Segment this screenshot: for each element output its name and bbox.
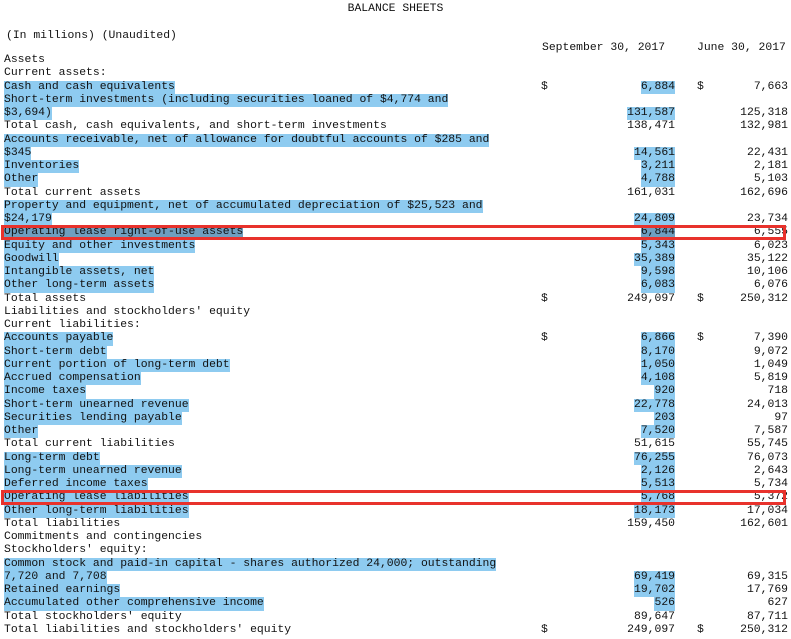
value-jun-2017: 2,181 xyxy=(753,160,788,172)
table-row xyxy=(0,359,791,372)
value-jun-2017: 69,315 xyxy=(746,570,788,583)
value-jun-2017: 9,072 xyxy=(753,345,788,358)
table-row xyxy=(0,478,791,491)
table-row xyxy=(0,266,791,279)
table-row xyxy=(0,465,791,478)
value-jun-2017: 7,390 xyxy=(753,332,788,345)
table-row xyxy=(0,346,791,359)
value-jun-2017: 17,034 xyxy=(746,504,788,517)
row-label: Operating lease liabilities xyxy=(4,491,189,504)
value-jun-2017: 97 xyxy=(774,411,788,424)
row-label: Other long-term assets xyxy=(4,279,155,292)
value-sep-2017: 203 xyxy=(654,411,675,424)
table-row xyxy=(0,558,791,571)
row-label: Other long-term liabilities xyxy=(4,504,189,517)
table-row xyxy=(0,399,791,412)
table-row xyxy=(0,412,791,425)
table-row xyxy=(0,54,791,67)
value-sep-2017: 6,083 xyxy=(640,279,675,292)
row-label: Total stockholders' equity xyxy=(4,610,182,623)
value-jun-2017: 162,601 xyxy=(740,517,788,530)
table-row xyxy=(0,134,791,147)
value-sep-2017: 526 xyxy=(654,597,675,610)
value-jun-2017: 125,318 xyxy=(740,107,788,119)
row-label: Other xyxy=(4,173,39,186)
row-label: Total liabilities and stockholders' equity xyxy=(4,623,292,636)
row-label: Operating lease right-of-use assets xyxy=(4,226,244,239)
value-sep-2017: 5,768 xyxy=(640,491,675,504)
table-row xyxy=(0,107,791,120)
value-jun-2017: 10,106 xyxy=(746,266,788,278)
row-label: $24,179 xyxy=(4,213,52,225)
row-label: Retained earnings xyxy=(4,584,121,596)
value-sep-2017: 7,520 xyxy=(640,425,675,437)
value-sep-2017: 5,343 xyxy=(640,239,675,252)
value-sep-2017: 249,097 xyxy=(627,292,675,305)
value-sep-2017: 159,450 xyxy=(627,517,675,530)
row-label: Equity and other investments xyxy=(4,239,196,252)
dollar-sign-jun: $ xyxy=(697,623,704,636)
table-row xyxy=(0,584,791,597)
table-row xyxy=(0,544,791,557)
table-row xyxy=(0,372,791,385)
table-row xyxy=(0,240,791,253)
dollar-sign-sep: $ xyxy=(541,292,548,305)
row-label: Total current assets xyxy=(4,186,141,199)
row-label: Securities lending payable xyxy=(4,411,182,424)
dollar-sign-sep: $ xyxy=(541,80,548,93)
row-label: Commitments and contingencies xyxy=(4,531,203,543)
row-label: Current liabilities: xyxy=(4,319,141,331)
value-sep-2017: 19,702 xyxy=(633,584,675,596)
value-jun-2017: 6,023 xyxy=(753,239,788,252)
value-jun-2017: 250,312 xyxy=(740,623,788,636)
row-label: Goodwill xyxy=(4,252,59,265)
value-jun-2017: 35,122 xyxy=(746,252,788,265)
table-row xyxy=(0,147,791,160)
value-jun-2017: 2,643 xyxy=(753,464,788,477)
value-jun-2017: 5,103 xyxy=(753,173,788,186)
row-label: Cash and cash equivalents xyxy=(4,80,175,93)
row-label: Short-term debt xyxy=(4,345,107,358)
dollar-sign-jun: $ xyxy=(697,332,704,345)
row-label: Income taxes xyxy=(4,385,87,398)
value-jun-2017: 6,555 xyxy=(753,226,788,239)
row-label: Accounts payable xyxy=(4,332,114,345)
table-row xyxy=(0,67,791,80)
value-sep-2017: 249,097 xyxy=(627,623,675,636)
value-sep-2017: 138,471 xyxy=(627,120,675,133)
row-label: Total current liabilities xyxy=(4,438,175,451)
value-jun-2017: 5,372 xyxy=(753,491,788,504)
row-label: Long-term unearned revenue xyxy=(4,464,182,477)
value-jun-2017: 5,734 xyxy=(753,478,788,490)
value-jun-2017: 132,981 xyxy=(740,120,788,133)
value-jun-2017: 5,819 xyxy=(753,372,788,384)
table-row xyxy=(0,81,791,94)
table-row xyxy=(0,438,791,451)
row-label: Accrued compensation xyxy=(4,372,141,384)
table-row xyxy=(0,611,791,624)
row-label: Intangible assets, net xyxy=(4,266,155,278)
value-sep-2017: 131,587 xyxy=(627,107,675,119)
value-jun-2017: 250,312 xyxy=(740,292,788,305)
row-label: Accounts receivable, net of allowance for doubtful accounts of $285 and xyxy=(4,133,490,146)
value-sep-2017: 8,170 xyxy=(640,345,675,358)
row-label: Other xyxy=(4,425,39,437)
value-sep-2017: 76,255 xyxy=(633,451,675,464)
table-row xyxy=(0,385,791,398)
table-row xyxy=(0,531,791,544)
table-row xyxy=(0,173,791,186)
value-sep-2017: 35,389 xyxy=(633,252,675,265)
value-sep-2017: 24,809 xyxy=(633,213,675,225)
table-row xyxy=(0,253,791,266)
value-jun-2017: 162,696 xyxy=(740,186,788,199)
table-row xyxy=(0,306,791,319)
value-sep-2017: 69,419 xyxy=(633,570,675,583)
value-jun-2017: 718 xyxy=(767,385,788,398)
row-label: Inventories xyxy=(4,160,80,172)
value-sep-2017: 14,561 xyxy=(633,146,675,159)
value-sep-2017: 1,050 xyxy=(640,358,675,371)
row-label: Liabilities and stockholders' equity xyxy=(4,305,251,318)
value-jun-2017: 24,013 xyxy=(746,398,788,411)
table-row xyxy=(0,518,791,531)
value-sep-2017: 9,598 xyxy=(640,266,675,278)
row-label: $345 xyxy=(4,146,32,159)
value-sep-2017: 4,108 xyxy=(640,372,675,384)
value-sep-2017: 18,173 xyxy=(633,504,675,517)
table-row xyxy=(0,452,791,465)
table-row xyxy=(0,624,791,637)
table-row xyxy=(0,120,791,133)
value-sep-2017: 6,844 xyxy=(640,226,675,239)
value-jun-2017: 55,745 xyxy=(746,438,788,451)
row-label: Total cash, cash equivalents, and short-term investments xyxy=(4,120,387,133)
value-jun-2017: 6,076 xyxy=(753,279,788,292)
column-header-jun-2017: June 30, 2017 xyxy=(697,42,786,54)
table-row xyxy=(0,187,791,200)
value-sep-2017: 89,647 xyxy=(633,610,675,623)
value-sep-2017: 51,615 xyxy=(633,438,675,451)
value-jun-2017: 23,734 xyxy=(746,213,788,225)
row-label: Total assets xyxy=(4,292,87,305)
row-label: Stockholders' equity: xyxy=(4,544,148,557)
value-sep-2017: 22,778 xyxy=(633,398,675,411)
table-row xyxy=(0,571,791,584)
row-label: Common stock and paid-in capital - shares authorized 24,000; outstanding xyxy=(4,557,497,570)
balance-sheet-table xyxy=(0,54,791,637)
value-jun-2017: 17,769 xyxy=(746,584,788,596)
table-row xyxy=(0,293,791,306)
row-label: Accumulated other comprehensive income xyxy=(4,597,264,610)
value-sep-2017: 4,788 xyxy=(640,173,675,186)
value-jun-2017: 627 xyxy=(767,597,788,610)
row-label: Property and equipment, net of accumulated depreciation of $25,523 and xyxy=(4,199,483,212)
value-sep-2017: 6,884 xyxy=(640,80,675,93)
value-jun-2017: 7,587 xyxy=(753,425,788,437)
table-row xyxy=(0,332,791,345)
dollar-sign-jun: $ xyxy=(697,292,704,305)
table-row xyxy=(0,213,791,226)
table-row xyxy=(0,160,791,173)
column-header-sep-2017: September 30, 2017 xyxy=(542,42,666,54)
value-sep-2017: 920 xyxy=(654,385,675,398)
row-label: Short-term investments (including securities loaned of $4,774 and xyxy=(4,93,449,106)
row-label: Total liabilities xyxy=(4,517,121,530)
row-label: Assets xyxy=(4,54,46,66)
table-row xyxy=(0,200,791,213)
value-jun-2017: 7,663 xyxy=(753,80,788,93)
row-label: Deferred income taxes xyxy=(4,478,148,490)
table-row xyxy=(0,505,791,518)
value-sep-2017: 3,211 xyxy=(640,160,675,172)
table-row xyxy=(0,319,791,332)
table-row xyxy=(0,279,791,292)
value-sep-2017: 2,126 xyxy=(640,464,675,477)
table-row xyxy=(0,226,791,239)
value-jun-2017: 76,073 xyxy=(746,451,788,464)
value-jun-2017: 1,049 xyxy=(753,358,788,371)
table-row xyxy=(0,94,791,107)
dollar-sign-sep: $ xyxy=(541,623,548,636)
row-label: Long-term debt xyxy=(4,451,100,464)
value-jun-2017: 87,711 xyxy=(746,610,788,623)
value-sep-2017: 6,866 xyxy=(640,332,675,345)
table-row xyxy=(0,425,791,438)
value-sep-2017: 5,513 xyxy=(640,478,675,490)
table-row xyxy=(0,491,791,504)
value-jun-2017: 22,431 xyxy=(746,146,788,159)
page-title: BALANCE SHEETS xyxy=(347,3,444,15)
row-label: 7,720 and 7,708 xyxy=(4,570,107,583)
units-note: (In millions) (Unaudited) xyxy=(6,30,177,42)
row-label: Current portion of long-term debt xyxy=(4,358,230,371)
value-sep-2017: 161,031 xyxy=(627,186,675,199)
row-label: Current assets: xyxy=(4,67,107,80)
table-row xyxy=(0,597,791,610)
dollar-sign-jun: $ xyxy=(697,80,704,93)
row-label: $3,694) xyxy=(4,107,52,119)
dollar-sign-sep: $ xyxy=(541,332,548,345)
row-label: Short-term unearned revenue xyxy=(4,398,189,411)
